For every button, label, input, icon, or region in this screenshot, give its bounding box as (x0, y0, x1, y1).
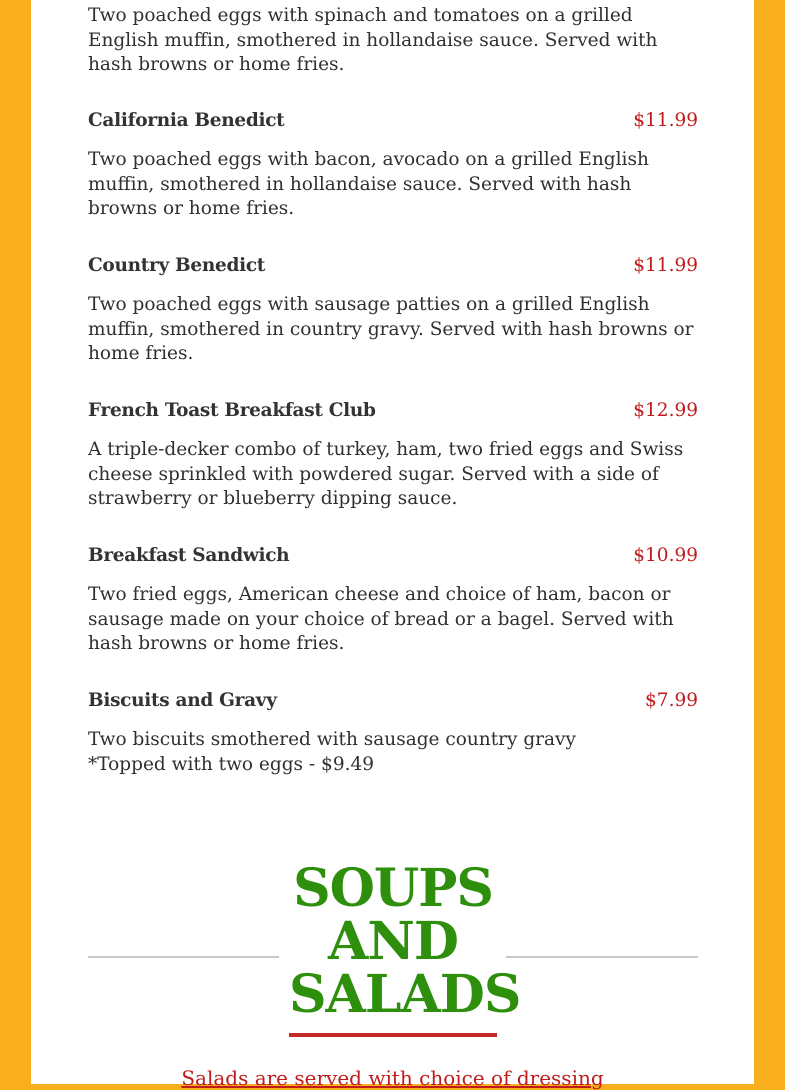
divider-right (506, 956, 698, 958)
menu-item-price: $11.99 (633, 255, 698, 276)
item-description-intro: Two poached eggs with spinach and tomatoes on a grilled English muffin, smothered in hollandaise sauce. Served with hash browns or home fries. (88, 5, 658, 75)
menu-item-name: French Toast Breakfast Club (88, 400, 376, 421)
section-title (289, 858, 521, 1025)
salad-dressing-note: Salads are served with choice of dressing (181, 1066, 604, 1090)
menu-item-name: Breakfast Sandwich (88, 545, 290, 566)
section-title-line: AND (328, 911, 458, 972)
menu-item-header (88, 110, 698, 134)
menu-item-name: California Benedict (88, 110, 285, 131)
menu-item-header (88, 255, 698, 279)
menu-item-header (88, 690, 698, 714)
menu-item (88, 255, 698, 367)
menu-item-price: $11.99 (633, 110, 698, 131)
menu-item-name: Country Benedict (88, 255, 266, 276)
section-title-underline (289, 1033, 497, 1037)
menu-page (31, 0, 754, 1090)
menu-item-price: $10.99 (633, 545, 698, 566)
menu-item-description: Two poached eggs with sausage patties on a grilled English muffin, smothered in country gravy. Served with hash browns or home fries. (88, 294, 694, 364)
menu-item-description: Two poached eggs with bacon, avocado on a grilled English muffin, smothered in hollandaise sauce. Served with hash browns or home fries. (88, 149, 649, 219)
menu-item (88, 545, 698, 657)
menu-item-price: $12.99 (633, 400, 698, 421)
menu-item-description: A triple-decker combo of turkey, ham, two fried eggs and Swiss cheese sprinkled with powdered sugar. Served with a side of strawberry or blueberry dipping sauce. (88, 439, 684, 509)
section-title-line: SOUPS (293, 858, 493, 919)
section-title-line: SALADS (289, 964, 521, 1025)
divider-left (88, 956, 279, 958)
menu-item-price: $7.99 (645, 690, 698, 711)
menu-item-header (88, 545, 698, 569)
menu-item (88, 400, 698, 512)
section-header-soups-and-salads (88, 858, 698, 1042)
menu-item-header (88, 400, 698, 424)
menu-item (88, 690, 698, 777)
menu-item-description: Two biscuits smothered with sausage country gravy *Topped with two eggs - $9.49 (88, 729, 576, 775)
menu-item (88, 110, 698, 222)
menu-item-description: Two fried eggs, American cheese and choice of ham, bacon or sausage made on your choice of bread or a bagel. Served with hash browns or home fries. (88, 584, 674, 654)
menu-item-name: Biscuits and Gravy (88, 690, 277, 711)
